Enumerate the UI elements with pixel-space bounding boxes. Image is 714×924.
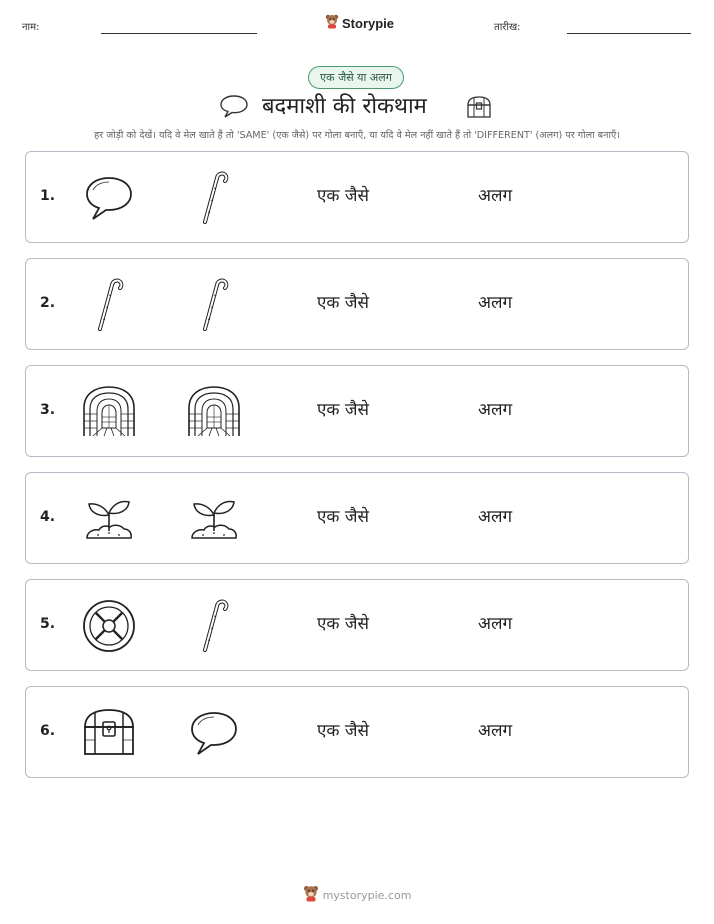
right-picture — [186, 705, 242, 761]
wheel-icon — [81, 598, 137, 654]
cane-icon — [186, 170, 242, 226]
page-title: बदमाशी की रोकथाम — [262, 94, 427, 119]
exercise-row-1 — [25, 151, 689, 243]
right-picture — [186, 384, 242, 440]
right-picture — [186, 598, 242, 654]
date-line[interactable] — [567, 33, 691, 34]
option-same[interactable]: एक जैसे — [317, 614, 369, 634]
option-same[interactable]: एक जैसे — [317, 186, 369, 206]
cane-icon — [186, 277, 242, 333]
sprout-icon — [81, 491, 137, 547]
title-row — [0, 90, 714, 124]
speech-bubble-icon — [219, 93, 249, 123]
worksheet-tag: एक जैसे या अलग — [308, 66, 404, 89]
option-different[interactable]: अलग — [478, 721, 513, 741]
treasure-chest-icon — [465, 95, 493, 123]
row-number: 6. — [40, 723, 56, 739]
exercise-row-5 — [25, 579, 689, 671]
right-picture — [186, 491, 242, 547]
option-different[interactable]: अलग — [478, 186, 513, 206]
left-picture — [81, 705, 137, 761]
brand-logo — [325, 13, 394, 33]
left-picture — [81, 598, 137, 654]
option-different[interactable]: अलग — [478, 400, 513, 420]
exercise-list — [25, 151, 689, 793]
option-different[interactable]: अलग — [478, 293, 513, 313]
name-line[interactable] — [101, 33, 257, 34]
row-number: 4. — [40, 509, 56, 525]
option-same[interactable]: एक जैसे — [317, 400, 369, 420]
cane-icon — [81, 277, 137, 333]
left-picture — [81, 491, 137, 547]
left-picture — [81, 277, 137, 333]
bear-mascot-icon — [303, 884, 319, 906]
option-same[interactable]: एक जैसे — [317, 293, 369, 313]
row-number: 2. — [40, 295, 56, 311]
right-picture — [186, 170, 242, 226]
exercise-row-3 — [25, 365, 689, 457]
bear-mascot-icon — [325, 13, 339, 33]
exercise-row-6 — [25, 686, 689, 778]
exercise-row-4 — [25, 472, 689, 564]
tunnel-icon — [81, 384, 137, 440]
option-same[interactable]: एक जैसे — [317, 721, 369, 741]
date-label: तारीख: — [494, 22, 521, 33]
row-number: 1. — [40, 188, 56, 204]
footer — [0, 884, 714, 906]
treasure-chest-icon — [81, 705, 137, 761]
exercise-row-2 — [25, 258, 689, 350]
brand-name: Storypie — [342, 15, 395, 31]
left-picture — [81, 170, 137, 226]
instructions: हर जोड़ी को देखें। यदि वे मेल खाते हैं तो 'SAME' (एक जैसे) पर गोला बनाएँ, या यदि वे मेल नहीं खाते हैं तो 'DIFFERENT' (अलग) पर गोला बनाएँ। — [94, 130, 620, 141]
sprout-icon — [186, 491, 242, 547]
row-number: 3. — [40, 402, 56, 418]
option-same[interactable]: एक जैसे — [317, 507, 369, 527]
right-picture — [186, 277, 242, 333]
option-different[interactable]: अलग — [478, 614, 513, 634]
left-picture — [81, 384, 137, 440]
option-different[interactable]: अलग — [478, 507, 513, 527]
cane-icon — [186, 598, 242, 654]
footer-link[interactable]: mystorypie.com — [322, 888, 412, 902]
name-label: नाम: — [22, 22, 40, 33]
row-number: 5. — [40, 616, 56, 632]
speech-bubble-icon — [81, 170, 137, 226]
speech-bubble-icon — [186, 705, 242, 761]
tunnel-icon — [186, 384, 242, 440]
